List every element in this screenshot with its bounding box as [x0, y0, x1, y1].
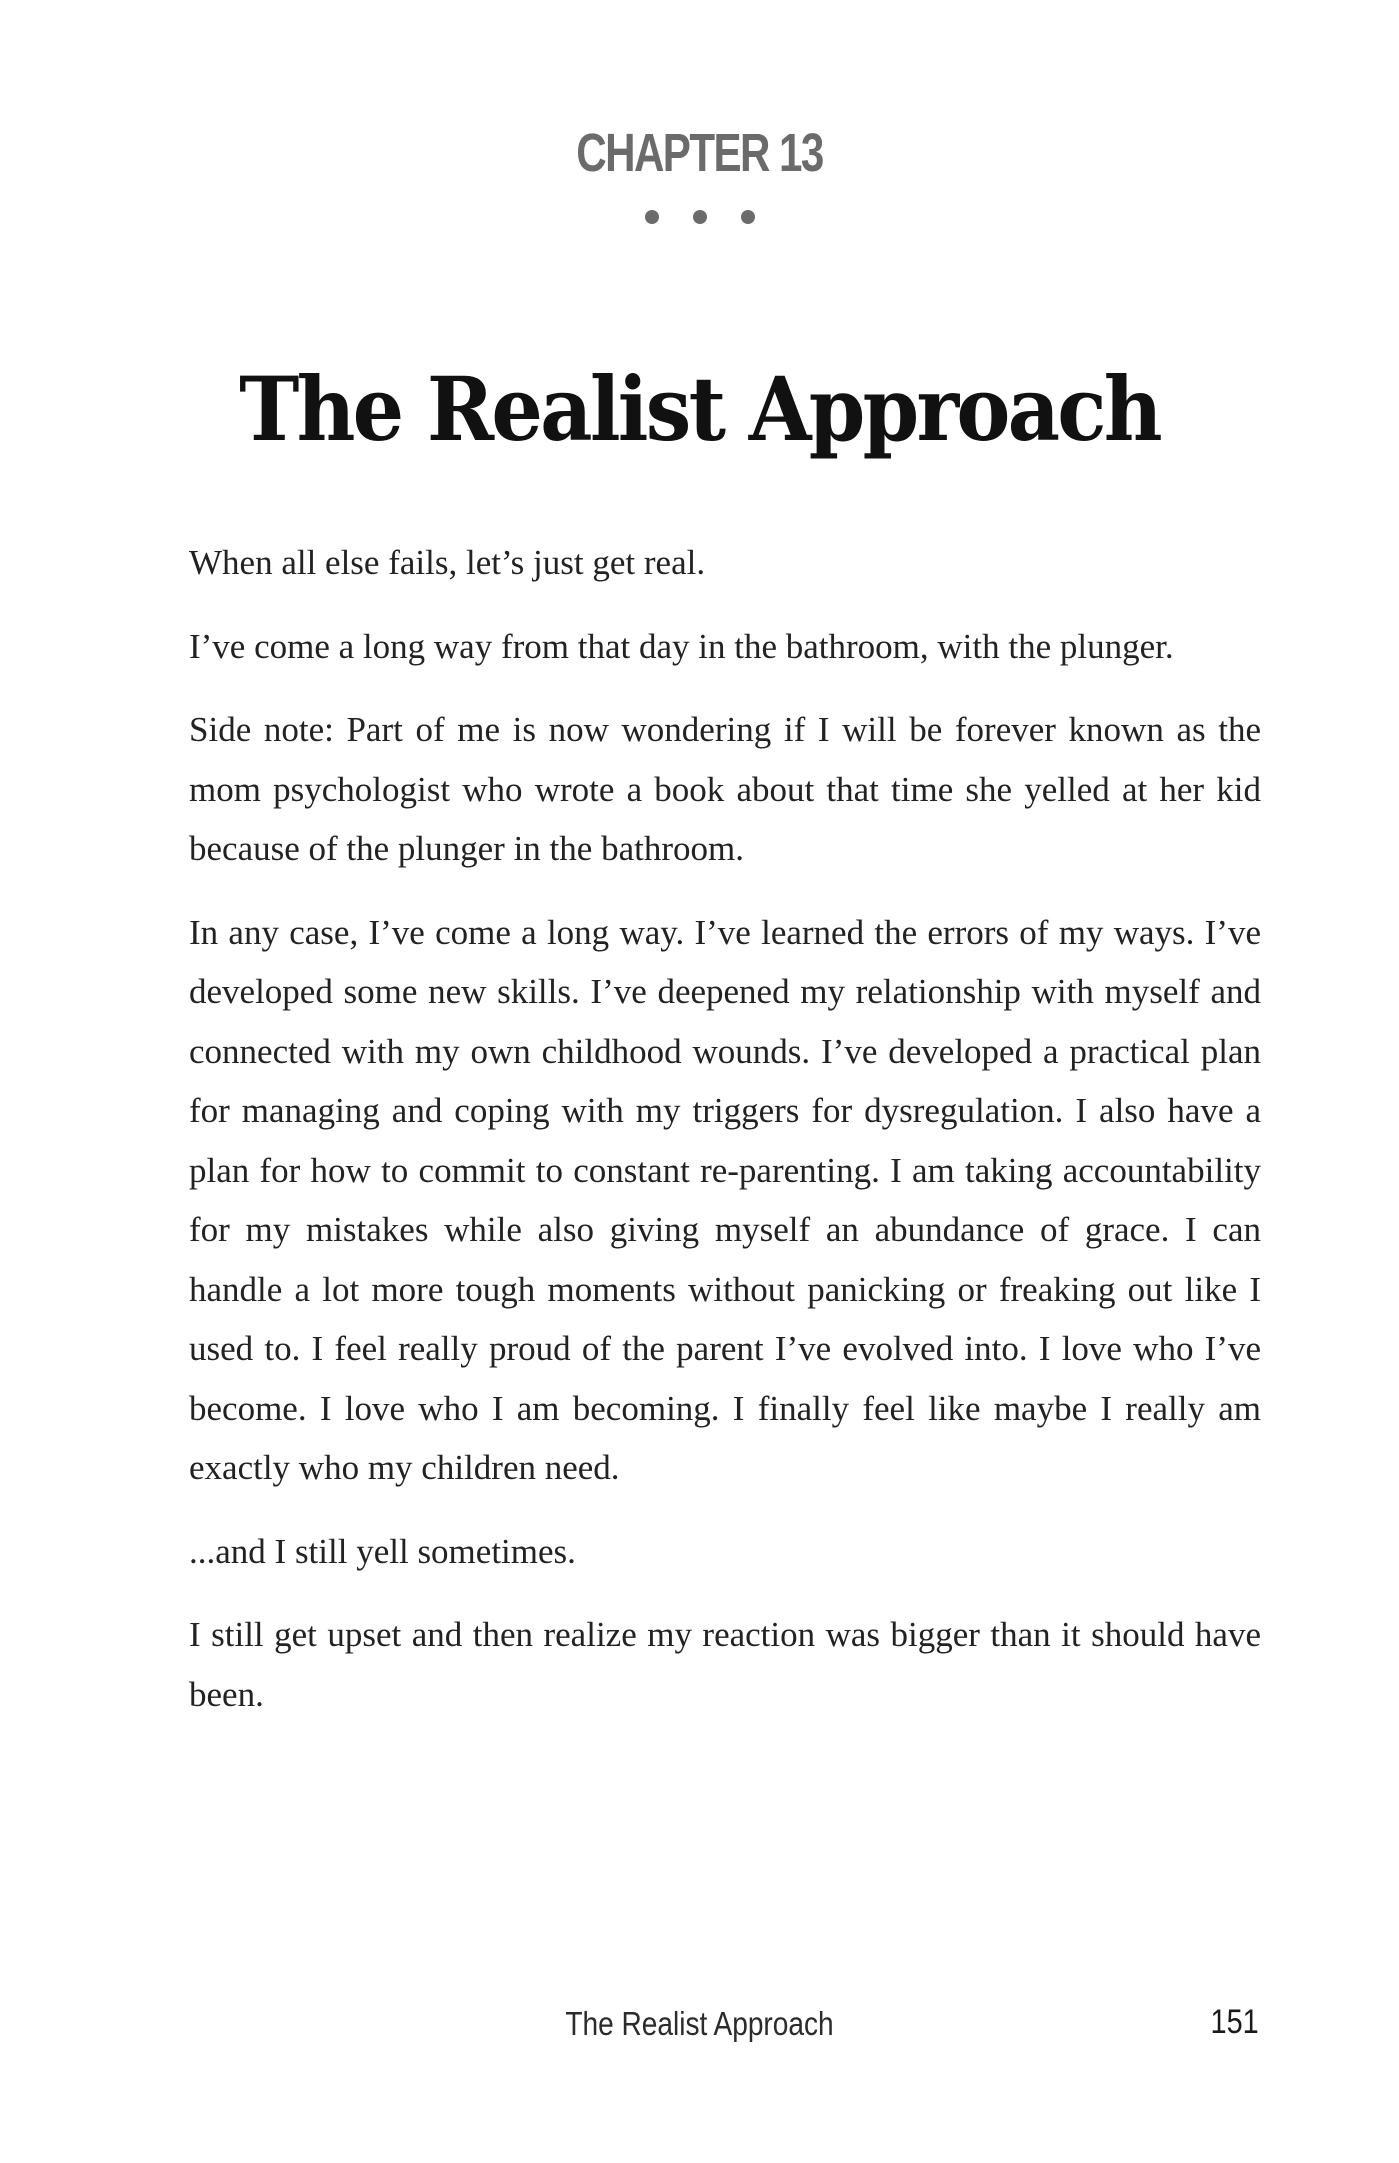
ornament-dot [693, 210, 707, 224]
paragraph: I’ve come a long way from that day in the bathroom, with the plunger. [189, 626, 1174, 666]
paragraph: Side note: Part of me is now wondering if I will be forever known as the mom psychologist who wrote a book about that time she yelled at her kid because of the plunger in the bathroom. [189, 710, 1261, 868]
page-number: 151 [1210, 2003, 1259, 2041]
running-footer-title: The Realist Approach [565, 2005, 834, 2042]
chapter-title: The Realist Approach [239, 356, 1160, 461]
chapter-label: CHAPTER 13 [576, 123, 823, 183]
paragraph: In any case, I’ve come a long way. I’ve learned the errors of my ways. I’ve developed some new skills. I’ve deepened my relationship with myself and connected with my own childhood wounds. I’ve developed a practical plan for managing and coping with my triggers for dysregulation. I also have a plan for how to commit to constant re-parenting. I am taking accountability for my mistakes while also giving myself an abundance of grace. I can handle a lot more tough moments without panicking or freaking out like I used to. I feel really proud of the parent I’ve evolved into. I love who I’ve become. I love who I am becoming. I finally feel like maybe I really am exactly who my children need. [189, 912, 1261, 1487]
paragraph: ...and I still yell sometimes. [189, 1531, 576, 1571]
paragraph: When all else fails, let’s just get real. [189, 543, 706, 582]
chapter-body [189, 533, 1261, 1748]
chapter-ornament [0, 210, 1399, 224]
paragraph: I still get upset and then realize my reaction was bigger than it should have been. [189, 1615, 1261, 1714]
ornament-dot [645, 210, 659, 224]
ornament-dot [741, 210, 755, 224]
